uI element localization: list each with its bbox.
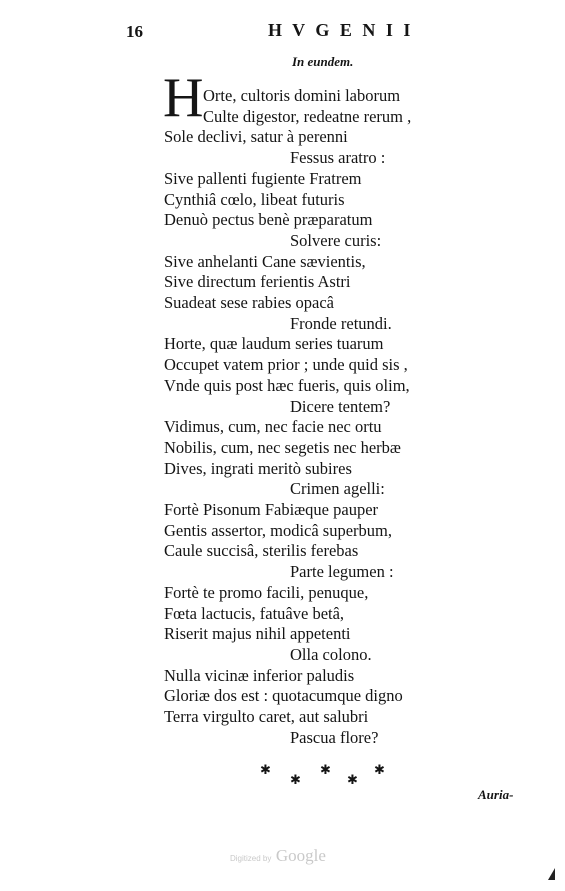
watermark-prefix: Digitized by (230, 854, 272, 863)
poem-line: Fœta lactucis, fatuâve betâ, (164, 603, 345, 623)
poem-line: Crimen agelli: (290, 479, 385, 499)
poem-line: Dives, ingrati meritò subires (164, 458, 352, 478)
poem-line: Vnde quis post hæc fueris, quis olim, (164, 375, 410, 395)
poem-line: Riserit majus nihil appetenti (164, 624, 351, 644)
poem-line: Nobilis, cum, nec segetis nec herbæ (164, 437, 401, 457)
poem-line: Culte digestor, redeatne rerum , (203, 106, 412, 126)
page-number: 16 (126, 22, 143, 41)
poem-line: Sole declivi, satur à perenni (164, 127, 348, 147)
poem-line: Sive anhelanti Cane sævientis, (164, 251, 366, 271)
digitization-watermark (230, 846, 326, 866)
poem-line: Suadeat sese rabies opacâ (164, 293, 334, 312)
poem-line: Vidimus, cum, nec facie nec ortu (164, 417, 382, 437)
star-icon: ✱ (347, 772, 358, 787)
poem-line: Dicere tentem? (290, 396, 391, 416)
running-head: H V G E N I I (268, 20, 414, 40)
poem-line: Occupet vatem prior ; unde quid sis , (164, 355, 408, 375)
poem-line: Parte legumen : (290, 562, 394, 582)
poem-line: Terra virgulto caret, aut salubri (164, 707, 369, 726)
poem-line: Gloriæ dos est : quotacumque digno (164, 686, 403, 706)
poem-line: Pascua flore? (290, 727, 379, 747)
poem-line: Sive directum ferientis Astri (164, 272, 351, 292)
poem-line: Nulla vicinæ inferior paludis (164, 665, 355, 685)
drop-cap: H (163, 67, 204, 129)
poem-line: Sive pallenti fugiente Fratrem (164, 168, 362, 188)
poem-line: Denuò pectus benè præparatum (164, 210, 373, 230)
poem-title: In eundem. (292, 54, 354, 69)
poem-line: Fronde retundi. (290, 313, 392, 333)
poem-line: Gentis assertor, modicâ superbum, (164, 520, 392, 540)
poem-line: Horte, quæ laudum series tuarum (164, 334, 384, 354)
star-icon: ✱ (374, 762, 385, 777)
poem-line: Olla colono. (290, 644, 372, 664)
poem-line: Fortè te promo facili, penuque, (164, 582, 369, 602)
star-icon: ✱ (320, 762, 331, 777)
star-icon: ✱ (260, 762, 271, 777)
poem-line: Fortè Pisonum Fabiæque pauper (164, 500, 379, 519)
catchword: Auria- (478, 787, 514, 802)
poem-line: Solvere curis: (290, 230, 382, 250)
poem-line: Fessus aratro : (290, 148, 386, 168)
corner-triangle-icon (548, 868, 555, 880)
poem-line: Caule succisâ, sterilis ferebas (164, 541, 359, 561)
watermark-brand: Google (275, 846, 326, 865)
poem-line: Orte, cultoris domini laborum (203, 86, 401, 105)
poem-line: Cynthiâ cœlo, libeat futuris (164, 189, 345, 209)
star-icon: ✱ (290, 772, 301, 787)
